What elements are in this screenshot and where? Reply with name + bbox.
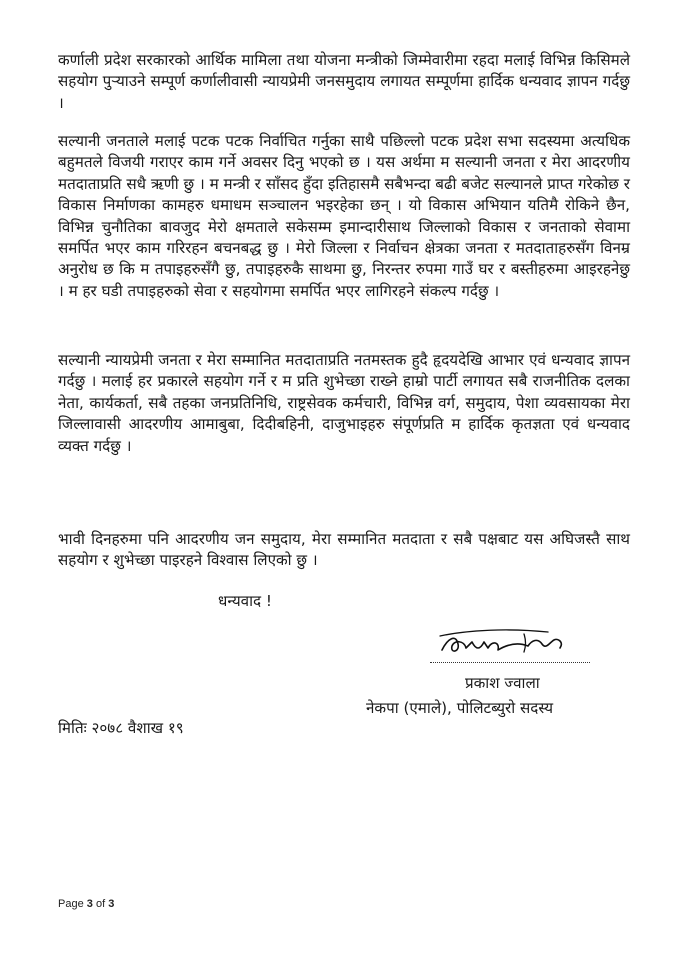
signatory-title: नेकपा (एमाले), पोलिटब्युरो सदस्य (366, 699, 554, 717)
page-current: 3 (86, 898, 93, 910)
paragraph-gratitude-karnali: कर्णाली प्रदेश सरकारको आर्थिक मामिला तथा योजना मन्त्रीको जिम्मेवारीमा रहदा मलाई विभिन्न किसिमले सहयोग पुऱ्याउने सम्पूर्ण कर्णालीवासी न्यायप्रेमी जनसमुदाय लगायत सम्पूर्णमा हार्दिक धन्यवाद ज्ञापन गर्दछु । (58, 51, 630, 112)
page-number (58, 898, 114, 910)
paragraph-future-support: भावी दिनहरुमा पनि आदरणीय जन समुदाय, मेरा सम्मानित मतदाता र सबै पक्षबाट यस अघिजस्तै साथ सहयोग र शुभेच्छा पाइरहने विश्वास लिएको छु । (58, 530, 630, 570)
date-line: मितिः २०७८ वैशाख १९ (58, 719, 184, 737)
signature-dotted-line (430, 662, 590, 663)
closing-thanks: धन्यवाद ! (218, 592, 272, 610)
paragraph-salyan-voters: सल्यानी जनताले मलाई पटक पटक निर्वाचित गर्नुका साथै पछिल्लो पटक प्रदेश सभा सदस्यमा अत्यधिक बहुमतले विजयी गराएर काम गर्ने अवसर दिनु भएको छ । यस अर्थमा म सल्यानी जनता र मेरा आदरणीय मतदाताप्रति सधै ऋणी छु । म मन्त्री र साँसद हुँदा इतिहासमै सबैभन्दा बढी बजेट सल्यानले प्राप्त गरेकोछ र विकास निर्माणका कामहरु धमाधम सञ्चालन भइरहेका छन् । यो विकास अभियान यतिमै रोकिने छैन, विभिन्न चुनौतिका बावजुद मेरो क्षमताले सकेसम्म इमान्दारीसाथ जिल्लाको विकास र जनताको सेवामा समर्पित भएर काम गरिरहन बचनबद्ध छु । मेरो जिल्ला र निर्वाचन क्षेत्रका जनता र मतदाताहरुसँग विनम्र अनुरोध छ कि म तपाइहरुसँगै छु, तपाइहरुकै साथमा छु, निरन्तर रुपमा गाउँ घर र बस्तीहरुमा आइरहनेछु । म हर घडी तपाइहरुको सेवा र सहयोगमा समर्पित भएर लागिरहने संकल्प गर्दछु । (58, 132, 630, 300)
paragraph-thanks-all: सल्यानी न्यायप्रेमी जनता र मेरा सम्मानित मतदाताप्रति नतमस्तक हुदै हृदयदेखि आभार एवं धन्यवाद ज्ञापन गर्दछु । मलाई हर प्रकारले सहयोग गर्ने र म प्रति शुभेच्छा राख्ने हाम्रो पार्टी लगायत सबै राजनीतिक दलका नेता, कार्यकर्ता, सबै तहका जनप्रतिनिधि, राष्ट्रसेवक कर्मचारी, विभिन्न वर्ग, समुदाय, पेशा व्यवसायका मेरा जिल्लावासी आदरणीय आमाबुबा, दिदीबहिनी, दाजुभाइहरु संपूर्णप्रति म हार्दिक कृतज्ञता एवं धन्यवाद व्यक्त गर्दछु । (58, 351, 630, 455)
signatory-name: प्रकाश ज्वाला (465, 674, 540, 692)
page-label: Page (58, 898, 84, 910)
page-of-label: of (95, 898, 106, 910)
page-total: 3 (108, 898, 115, 910)
